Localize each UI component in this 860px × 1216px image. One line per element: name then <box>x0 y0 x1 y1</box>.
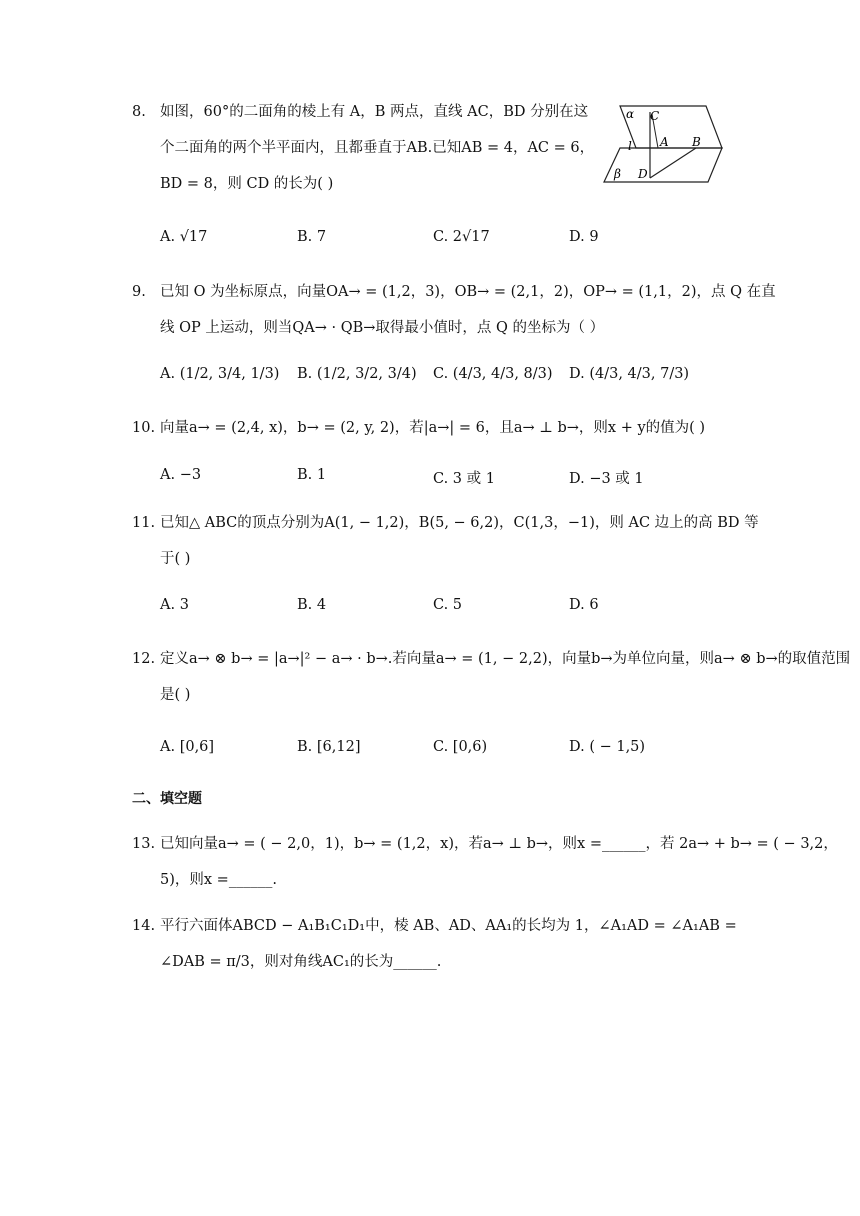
question-number: 8. <box>132 104 146 120</box>
question-text-line: ∠DAB = π/3，则对角线AC₁的长为______. <box>160 954 442 970</box>
point-d-label: D <box>638 167 648 181</box>
section-heading: 二、填空题 <box>132 791 202 807</box>
question-text-line: 是( ) <box>160 687 191 703</box>
edge-l-label: l <box>628 139 632 153</box>
option-c[interactable]: C. 5 <box>433 597 463 613</box>
question-text-line: 已知△ ABC的顶点分别为A(1, − 1,2)，B(5, − 6,2)，C(1,3，−1)，则 AC 边上的高 BD 等 <box>160 515 759 531</box>
option-a[interactable]: A. −3 <box>160 467 202 483</box>
option-c[interactable]: C. 2√17 <box>433 229 490 245</box>
option-b[interactable]: B. 4 <box>297 597 327 613</box>
alpha-label: α <box>626 107 635 121</box>
question-text-line: 已知 O 为坐标原点，向量OA→ = (1,2，3)，OB→ = (2,1，2)，OP→ = (1,1，2)，点 Q 在直 <box>160 284 776 300</box>
option-b[interactable]: B. (1/2, 3/2, 3/4) <box>297 366 417 382</box>
question-number: 10. <box>132 420 156 436</box>
option-d[interactable]: D. 9 <box>569 229 599 245</box>
question-text-line: 已知向量a→ = ( − 2,0，1)，b→ = (1,2，x)，若a→ ⊥ b→，则x =______，若 2a→ + b→ = ( − 3,2， <box>160 836 838 852</box>
option-a[interactable]: A. 3 <box>160 597 189 613</box>
beta-label: β <box>614 167 621 181</box>
option-a[interactable]: A. √17 <box>160 229 208 245</box>
question-text-line: 个二面角的两个半平面内，且都垂直于AB.已知AB = 4，AC = 6， <box>160 140 595 156</box>
option-b[interactable]: B. 1 <box>297 467 327 483</box>
option-b[interactable]: B. [6,12] <box>297 739 361 755</box>
question-text-line: 于( ) <box>160 551 191 567</box>
question-number: 13. <box>132 836 156 852</box>
question-number: 14. <box>132 918 156 934</box>
option-d[interactable]: D. (4/3, 4/3, 7/3) <box>569 366 690 382</box>
option-a[interactable]: A. [0,6] <box>160 739 215 755</box>
question-text-line: 线 OP 上运动，则当QA→ · QB→取得最小值时，点 Q 的坐标为（ ） <box>160 320 605 336</box>
option-a[interactable]: A. (1/2, 3/4, 1/3) <box>160 366 280 382</box>
question-number: 11. <box>132 515 156 531</box>
question-text-line: 向量a→ = (2,4, x)，b→ = (2, y, 2)，若|a→| = 6，且a→ ⊥ b→，则x + y的值为( ) <box>160 420 706 436</box>
question-text-line: 5)，则x =______. <box>160 872 277 888</box>
point-b-label: B <box>692 135 701 149</box>
option-c[interactable]: C. (4/3, 4/3, 8/3) <box>433 366 553 382</box>
option-d[interactable]: D. −3 或 1 <box>569 471 644 487</box>
question-number: 12. <box>132 651 156 667</box>
option-c[interactable]: C. 3 或 1 <box>433 471 495 487</box>
question-number: 9. <box>132 284 146 300</box>
dihedral-angle-figure <box>598 104 726 186</box>
question-text-line: 平行六面体ABCD − A₁B₁C₁D₁中，棱 AB、AD、AA₁的长均为 1，∠A₁AD = ∠A₁AB = <box>160 918 737 934</box>
question-text-line: 如图，60°的二面角的棱上有 A，B 两点，直线 AC，BD 分别在这 <box>160 104 589 120</box>
question-text-line: BD = 8，则 CD 的长为( ) <box>160 176 334 192</box>
option-d[interactable]: D. ( − 1,5) <box>569 739 646 755</box>
option-d[interactable]: D. 6 <box>569 597 599 613</box>
option-c[interactable]: C. [0,6) <box>433 739 488 755</box>
point-a-label: A <box>660 135 669 149</box>
question-text-line: 定义a→ ⊗ b→ = |a→|² − a→ · b→.若向量a→ = (1, − 2,2)，向量b→为单位向量，则a→ ⊗ b→的取值范围 <box>160 651 851 667</box>
option-b[interactable]: B. 7 <box>297 229 327 245</box>
point-c-label: C <box>650 109 660 123</box>
